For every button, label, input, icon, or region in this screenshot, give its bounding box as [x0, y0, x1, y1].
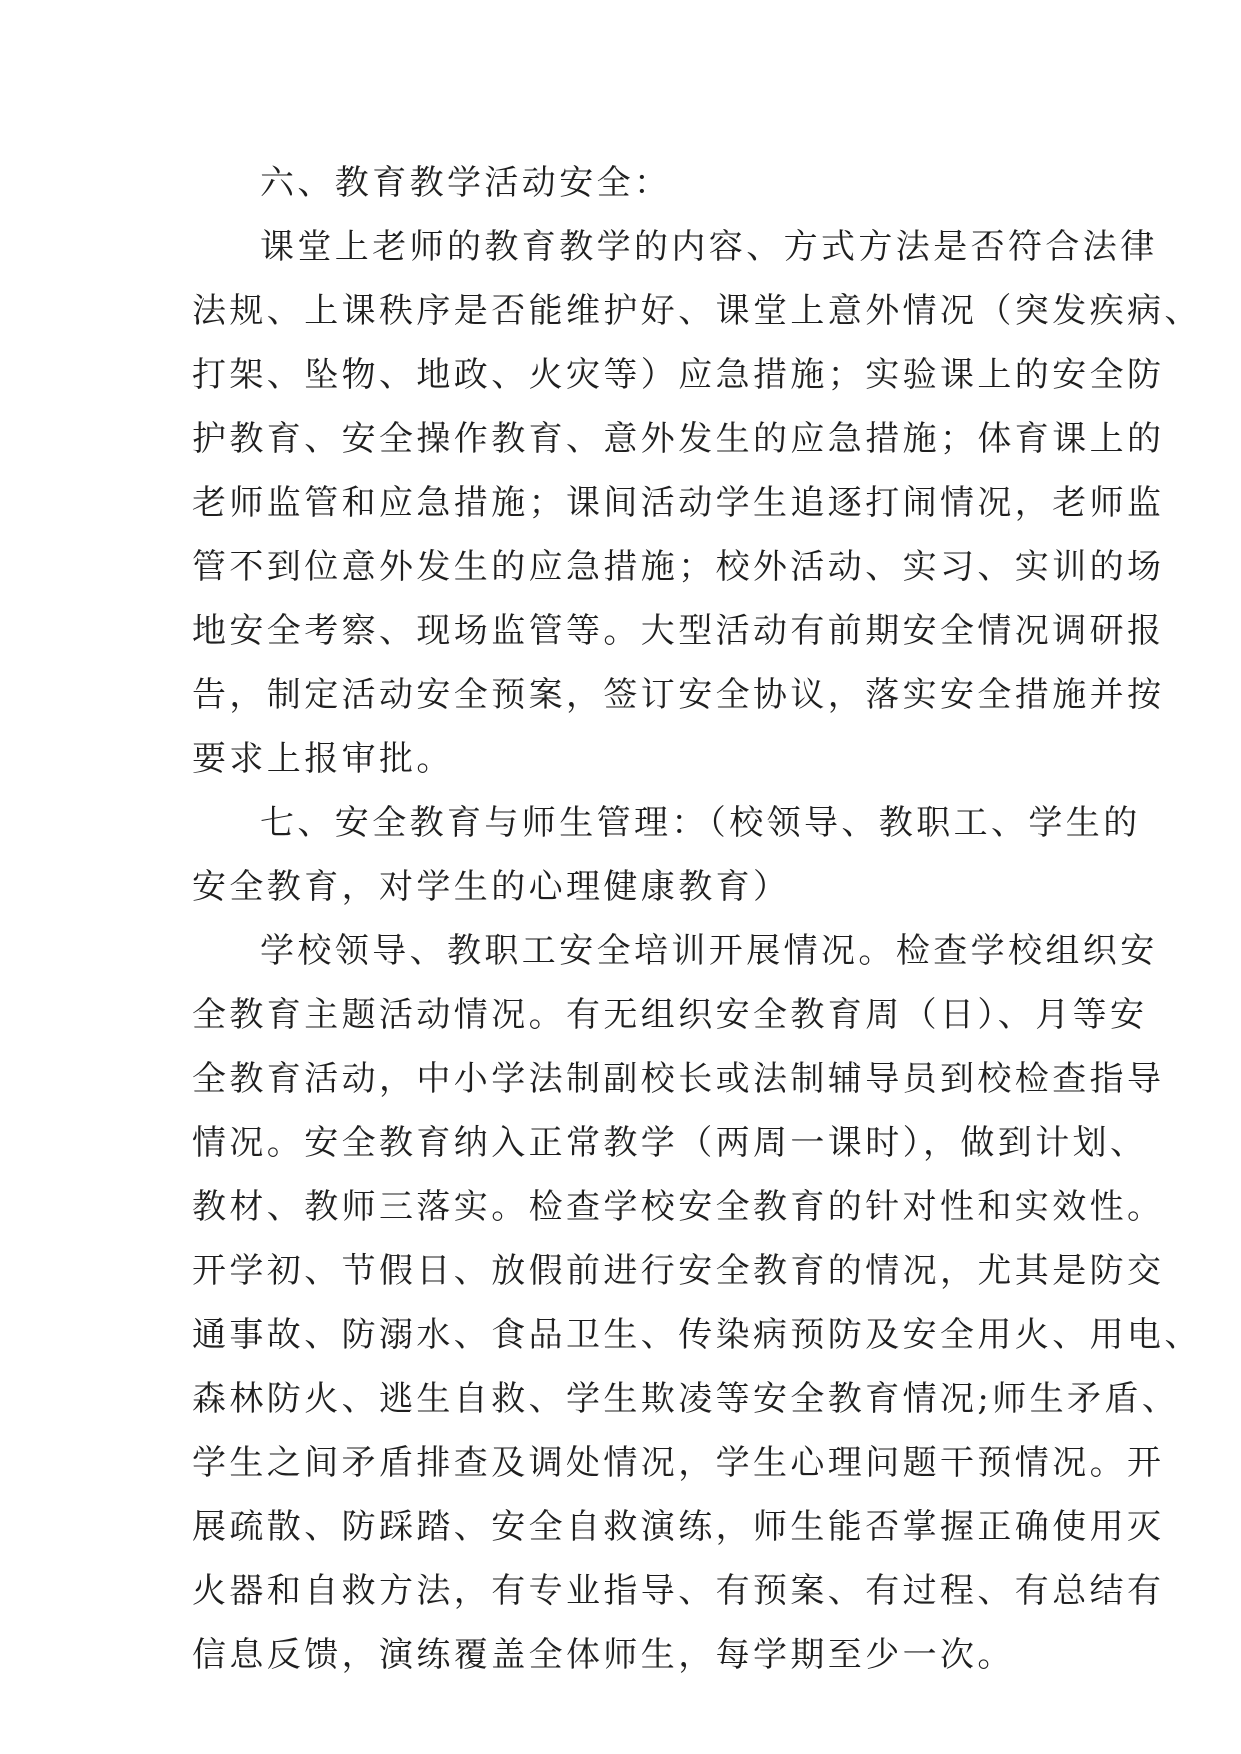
paragraph-line: 全教育主题活动情况。有无组织安全教育周（日）、月等安: [192, 995, 1148, 1035]
paragraph-line: 学生之间矛盾排查及调处情况，学生心理问题干预情况。开: [192, 1443, 1165, 1483]
paragraph-line: 展疏散、防踩踏、安全自救演练，师生能否掌握正确使用灭: [192, 1507, 1165, 1547]
paragraph-line: 要求上报审批。: [192, 739, 454, 779]
paragraph-line: 情况。安全教育纳入正常教学（两周一课时），做到计划、: [192, 1123, 1148, 1163]
paragraph-line: 信息反馈，演练覆盖全体师生，每学期至少一次。: [192, 1635, 1015, 1675]
paragraph-line: 开学初、节假日、放假前进行安全教育的情况，尤其是防交: [192, 1251, 1165, 1291]
paragraph-line: 教材、教师三落实。检查学校安全教育的针对性和实效性。: [192, 1187, 1165, 1227]
paragraph-line: 通事故、防溺水、食品卫生、传染病预防及安全用火、用电、: [192, 1315, 1202, 1355]
paragraph-line: 森林防火、逃生自救、学生欺凌等安全教育情况;师生矛盾、: [192, 1379, 1180, 1419]
paragraph-line: 护教育、安全操作教育、意外发生的应急措施；体育课上的: [192, 419, 1165, 459]
document-body: [192, 159, 1202, 1695]
paragraph-line: 课堂上老师的教育教学的内容、方式方法是否符合法律: [260, 227, 1158, 267]
paragraph-line: 打架、坠物、地政、火灾等）应急措施；实验课上的安全防: [192, 355, 1165, 395]
paragraph-line: 学校领导、教职工安全培训开展情况。检查学校组织安: [260, 931, 1158, 971]
paragraph-line: 老师监管和应急措施；课间活动学生追逐打闹情况，老师监: [192, 483, 1165, 523]
paragraph-line: 管不到位意外发生的应急措施；校外活动、实习、实训的场: [192, 547, 1165, 587]
paragraph-line: 全教育活动，中小学法制副校长或法制辅导员到校检查指导: [192, 1059, 1165, 1099]
paragraph-line: 告，制定活动安全预案，签订安全协议，落实安全措施并按: [192, 675, 1165, 715]
paragraph-line: 地安全考察、现场监管等。大型活动有前期安全情况调研报: [192, 611, 1165, 651]
paragraph-line: 法规、上课秩序是否能维护好、课堂上意外情况（突发疾病、: [192, 291, 1202, 331]
section-heading-6: 六、教育教学活动安全：: [260, 163, 672, 203]
section-heading-7: 七、安全教育与师生管理：（校领导、教职工、学生的: [260, 803, 1141, 843]
section-heading-7-continued: 安全教育，对学生的心理健康教育）: [192, 867, 791, 907]
paragraph-line: 火器和自救方法，有专业指导、有预案、有过程、有总结有: [192, 1571, 1165, 1611]
